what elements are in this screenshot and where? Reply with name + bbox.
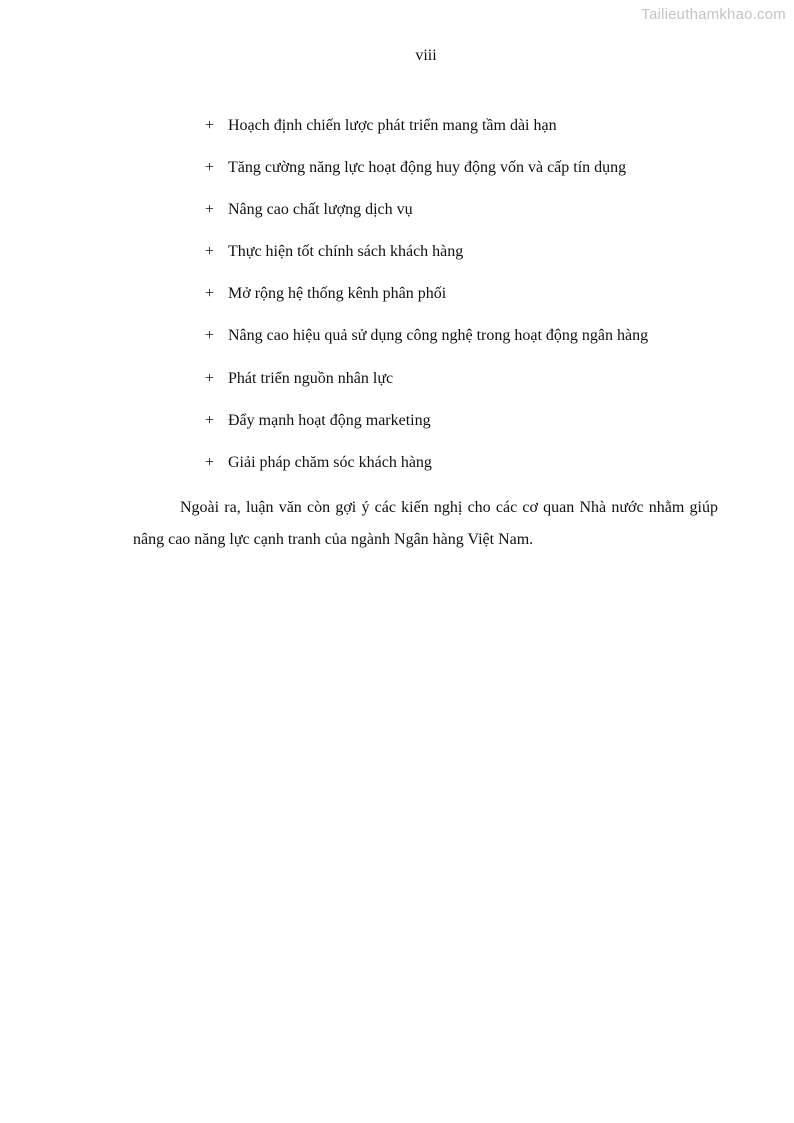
list-item [205,368,648,410]
list-item [205,452,648,494]
bullet-marker: + [205,453,215,471]
page-number: viii [415,47,437,64]
bullet-marker: + [205,117,215,134]
list-item-text: Nâng cao chất lượng dịch vụ [228,201,413,219]
bullet-marker: + [205,411,215,429]
list-item [205,241,648,283]
bullet-marker: + [205,201,215,219]
list-item [205,115,648,157]
list-item [205,199,648,241]
list-item-text: Hoạch định chiến lược phát triển mang tầm dài hạn [228,117,557,134]
list-item [205,325,648,367]
list-item [205,157,648,199]
bullet-marker: + [205,159,215,177]
bullet-marker: + [205,285,215,303]
list-item [205,283,648,325]
bullet-marker: + [205,243,215,261]
bullet-marker: + [205,327,215,345]
list-item-text: Mở rộng hệ thống kênh phân phối [228,285,447,303]
bullet-marker: + [205,369,215,387]
list-item-text: Tăng cường năng lực hoạt động huy động vốn và cấp tín dụng [228,159,627,177]
body-paragraph: Ngoài ra, luận văn còn gợi ý các kiến nghị cho các cơ quan Nhà nước nhằm giúp nâng cao năng lực cạnh tranh của ngành Ngân hàng Việt Nam. [133,499,718,548]
list-item-text: Giải pháp chăm sóc khách hàng [228,453,432,471]
list-item-text: Đẩy mạnh hoạt động marketing [228,411,431,429]
list-item-text: Nâng cao hiệu quả sử dụng công nghệ trong hoạt động ngân hàng [228,327,649,345]
watermark: Tailieuthamkhao.com [641,6,786,23]
list-item-text: Phát triển nguồn nhân lực [228,369,394,387]
bullet-list [205,115,648,494]
list-item-text: Thực hiện tốt chính sách khách hàng [228,243,464,261]
list-item [205,410,648,452]
